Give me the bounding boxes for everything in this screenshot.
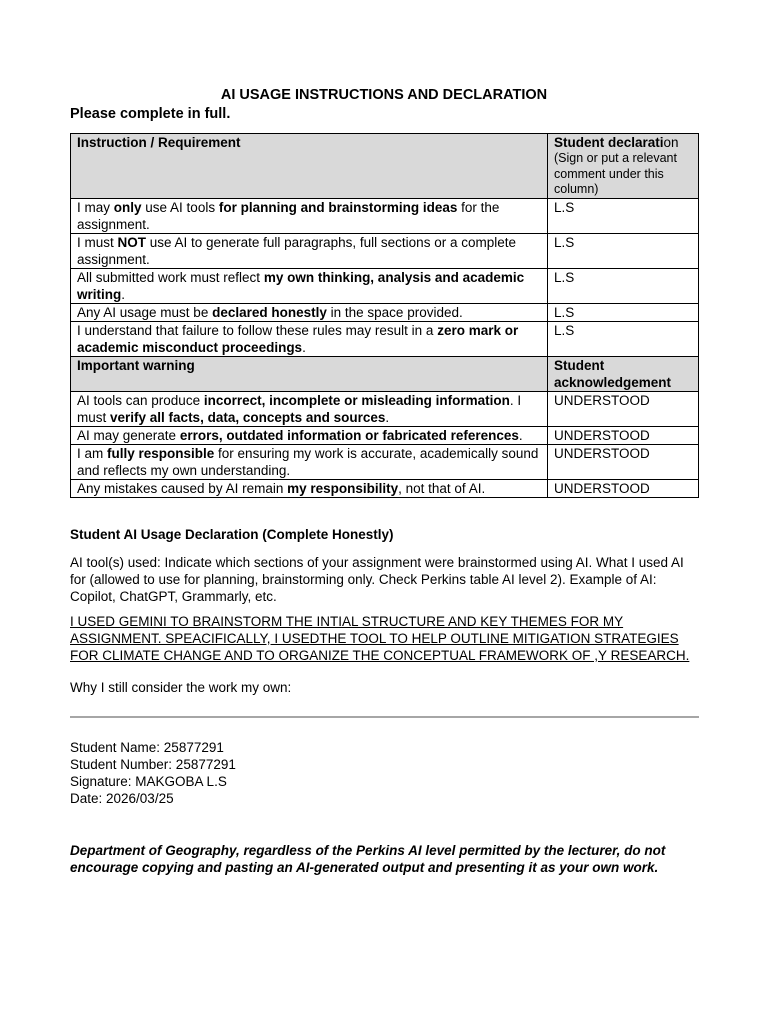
acknowledgement-header-cell	[548, 356, 699, 391]
student-info	[70, 739, 236, 807]
why-own-work-label: Why I still consider the work my own:	[70, 680, 292, 695]
instruction-text: I am	[77, 445, 108, 461]
instruction-text: for ensuring my work is accurate, academically sound and reflects my own understanding.	[77, 445, 539, 478]
instruction-text: Any AI usage must be	[77, 304, 213, 320]
instruction-text: AI may generate	[77, 427, 180, 443]
student-response-cell[interactable]: UNDERSTOOD	[548, 426, 699, 444]
instruction-cell	[71, 303, 548, 321]
instruction-text: AI tools can produce	[77, 392, 204, 408]
warning-header-row	[71, 356, 699, 391]
instruction-text: Any mistakes caused by AI remain	[77, 480, 288, 496]
student-response-cell[interactable]: L.S	[548, 268, 699, 303]
submission-date: Date: 2026/03/25	[70, 791, 174, 806]
student-response-cell[interactable]: L.S	[548, 303, 699, 321]
instruction-text: in the space provided.	[326, 304, 463, 320]
warning-header-label: Important warning	[77, 357, 195, 373]
instruction-cell	[71, 321, 548, 356]
instruction-text: .	[302, 339, 306, 355]
declaration-table-body	[71, 134, 699, 498]
instruction-text-bold: fully responsible	[107, 445, 215, 461]
instruction-text: I must	[77, 234, 118, 250]
instruction-text-bold: my responsibility	[287, 480, 399, 496]
instruction-text: I may	[77, 199, 114, 215]
instruction-text-bold: only	[113, 199, 142, 215]
table-row	[71, 391, 699, 426]
instruction-text: for the assignment.	[77, 199, 500, 232]
instruction-text-bold: zero mark or academic misconduct proceedings	[77, 322, 519, 355]
header-declaration-cell	[548, 134, 699, 199]
instruction-cell	[71, 479, 548, 497]
instruction-text-bold: declared honestly	[212, 304, 327, 320]
table-row	[71, 444, 699, 479]
instruction-text-bold: NOT	[117, 234, 147, 250]
instruction-text: .	[385, 409, 390, 425]
declaration-answer[interactable]: I USED GEMINI TO BRAINSTORM THE INTIAL STRUCTURE AND KEY THEMES FOR MY ASSIGNMENT. SPEACIFICALLY, I USEDTHE TOOL TO HELP OUTLINE MITIGATION STRATEGIES FOR CLIMATE CHANGE AND TO ORGANIZE THE CONCEPTUAL FRAMEWORK OF ,Y RESEARCH.	[70, 614, 690, 663]
table-header-row	[71, 134, 699, 199]
student-response-cell[interactable]: L.S	[548, 233, 699, 268]
instruction-text: .	[121, 286, 126, 302]
student-response-cell[interactable]: UNDERSTOOD	[548, 391, 699, 426]
instruction-text-bold: errors, outdated information or fabricated references	[179, 427, 519, 443]
instruction-cell	[71, 198, 548, 233]
document-subtitle: Please complete in full.	[70, 106, 231, 122]
table-row	[71, 198, 699, 233]
instruction-text: , not that of AI.	[398, 480, 486, 496]
header-declaration-note: (Sign or put a relevant comment under this column)	[554, 151, 677, 196]
header-instruction-cell	[71, 134, 548, 199]
student-name: Student Name: 25877291	[70, 740, 224, 755]
acknowledgement-header-label: Student acknowledgement	[554, 357, 672, 390]
student-response-cell[interactable]: UNDERSTOOD	[548, 479, 699, 497]
instruction-text: use AI to generate full paragraphs, full sections or a complete assignment.	[77, 234, 516, 267]
header-declaration-label-bold: Student declarati	[554, 135, 664, 150]
warning-header-cell	[71, 356, 548, 391]
department-notice: Department of Geography, regardless of the Perkins AI level permitted by the lecturer, do not encourage copying and pasting an AI-generated output and presenting it as your own work.	[70, 843, 666, 875]
instruction-text: All submitted work must reflect	[77, 269, 264, 285]
table-row	[71, 303, 699, 321]
declaration-table	[70, 133, 699, 498]
instruction-cell	[71, 391, 548, 426]
instruction-cell	[71, 444, 548, 479]
instruction-cell	[71, 426, 548, 444]
instruction-text: .	[518, 427, 523, 443]
instruction-text-bold: verify all facts, data, concepts and sources	[110, 409, 386, 425]
table-row	[71, 426, 699, 444]
instruction-cell	[71, 268, 548, 303]
table-row	[71, 321, 699, 356]
instruction-cell	[71, 233, 548, 268]
header-instruction-label: Instruction / Requirement	[77, 135, 241, 150]
instruction-text-bold: for planning and brainstorming ideas	[218, 199, 458, 215]
table-row	[71, 233, 699, 268]
instruction-text-bold: my own thinking, analysis and academic writing	[77, 269, 525, 302]
table-row	[71, 268, 699, 303]
table-row	[71, 479, 699, 497]
student-number: Student Number: 25877291	[70, 757, 236, 772]
declaration-heading: Student AI Usage Declaration (Complete Honestly)	[70, 527, 394, 542]
declaration-prompt: AI tool(s) used: Indicate which sections of your assignment were brainstormed using AI. What I used AI for (allowed to use for planning, brainstorming only. Check Perkins table AI level 2). Example of AI: Copilot, ChatGPT, Grammarly, etc.	[70, 555, 684, 604]
answer-divider-line	[70, 716, 699, 718]
document-title: AI USAGE INSTRUCTIONS AND DECLARATION	[220, 87, 548, 103]
instruction-text: use AI tools	[141, 199, 219, 215]
instruction-text: I understand that failure to follow these rules may result in a	[77, 322, 438, 338]
student-signature: Signature: MAKGOBA L.S	[70, 774, 227, 789]
header-declaration-label-rest: on	[663, 135, 679, 150]
instruction-text: . I must	[77, 392, 522, 425]
student-response-cell[interactable]: UNDERSTOOD	[548, 444, 699, 479]
student-response-cell[interactable]: L.S	[548, 198, 699, 233]
instruction-text-bold: incorrect, incomplete or misleading information	[203, 392, 510, 408]
student-response-cell[interactable]: L.S	[548, 321, 699, 356]
